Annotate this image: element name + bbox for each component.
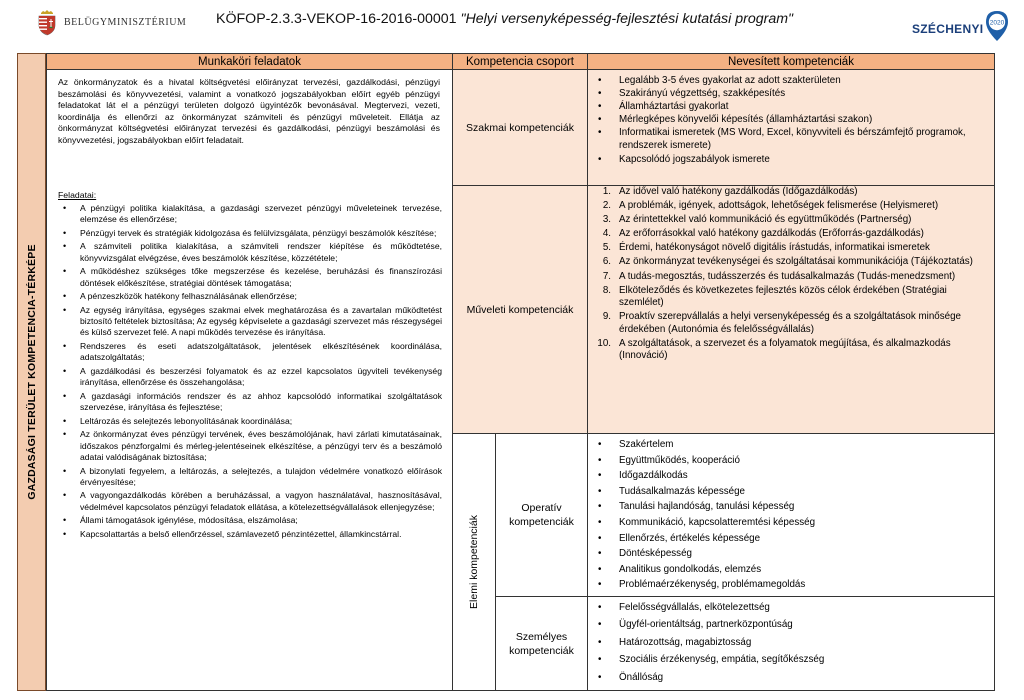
operativ-item: • Ellenőrzés, értékelés képessége (593, 531, 989, 547)
szechenyi-2020-logo (912, 10, 1009, 47)
task-item: • Rendszeres és eseti adatszolgáltatások, jelentések elkészítésének koordinálása, adatszolgáltatás; (58, 341, 442, 364)
program-name: "Helyi versenyképesség-fejlesztési kutatási program" (460, 11, 794, 27)
operativ-item: • Problémaérzékenység, problémamegoldás (593, 577, 989, 593)
operativ-item: • Tudásalkalmazás képessége (593, 484, 989, 500)
hungarian-coat-of-arms-icon (36, 8, 58, 36)
muveleti-item (593, 242, 991, 255)
column-header-named: Nevesített kompetenciák (587, 53, 995, 70)
muveleti-item-text: A problémák, igények, adottságok, lehetőségek felismerése (Helyismeret) (619, 200, 939, 212)
operativ-item: • Időgazdálkodás (593, 468, 989, 484)
muveleti-item (593, 256, 991, 269)
muveleti-item-text: Proaktív szerepvállalás a helyi versenyképesség és a szolgáltatások minősége érdekében (Autonómia és felelősségvállalás) (619, 311, 961, 335)
szakmai-item: • Legalább 3-5 éves gyakorlat az adott szakterületen (593, 74, 989, 87)
operativ-item: • Döntésképesség (593, 546, 989, 562)
task-item: • Állami támogatások igénylése, módosítása, elszámolása; (58, 515, 442, 526)
muveleti-item (593, 338, 991, 363)
muveleti-item-number: 9. (602, 311, 611, 323)
szemelyes-item: • Határozottság, magabiztosság (593, 634, 989, 651)
szakmai-list (593, 74, 989, 166)
column-header-tasks: Munkaköri feladatok (46, 53, 453, 70)
job-description: Az önkormányzatok és a hivatal költségvetési előirányzat tervezési, gazdálkodási, pénzügyi beszámolási és könyvvezetési, valamint a vonatkozó jogszabályokban előírt egyéb pénzügyi feladatokat lát el a pénzügyi területen dolgozó ügyintézők bevonásával. Megtervezi, vezeti, koordinálja és ellenőrzi az önkormányzat számviteli és pénzügyi műveleteit. Ellátja az önkormányzat költségvetési előirányzat tervezési és gazdálkodási, pénzügyi beszámolási és könyvvezetési, jogszabályokban előírt feladatait. (58, 77, 440, 145)
muveleti-item-text: Az erőforrásokkal való hatékony gazdálkodás (Erőforrás-gazdálkodás) (619, 228, 924, 240)
task-item: • A működéshez szükséges tőke megszerzése és kezelése, beruházási és finanszírozási döntések előkészítése, stratégiai döntések támogatása; (58, 266, 442, 289)
task-item: • A vagyongazdálkodás körében a beruházással, a vagyon használatával, hasznosításával, védelmével kapcsolatos pénzügyi feladatok ellátása, a kötelezettségvállalások ellenjegyzése; (58, 490, 442, 513)
side-title-bar (17, 53, 46, 691)
muveleti-item-number: 3. (602, 214, 611, 226)
muveleti-item-text: A tudás-megosztás, tudásszerzés és tudásalkalmazás (Tudás-menedzsment) (619, 270, 956, 282)
task-item: • A pénzeszközök hatékony felhasználásának ellenőrzése; (58, 291, 442, 302)
muveleti-item-number: 6. (602, 256, 611, 268)
operativ-item: • Analitikus gondolkodás, elemzés (593, 562, 989, 578)
muveleti-item-number: 10. (597, 337, 611, 349)
elemi-group-cell (452, 433, 496, 691)
operativ-list (593, 437, 989, 593)
elemi-group-label: Elemi kompetenciák (468, 515, 480, 609)
map-pin-icon (985, 10, 1009, 47)
muveleti-item-text: Elköteleződés és következetes fejlesztés közös célok érdekében (Stratégiai szemlélet) (619, 284, 947, 309)
tasks-heading: Feladatai: (58, 190, 97, 200)
muveleti-item-text: A szolgáltatások, a szervezet és a folyamatok megújítása, és alkalmazkodás (Innováció) (619, 337, 951, 362)
muveleti-group-label: Műveleti kompetenciák (466, 303, 574, 316)
muveleti-item (593, 285, 991, 310)
task-item: • Pénzügyi tervek és stratégiák kidolgozása és felülvizsgálata, pénzügyi beszámolók készítése; (58, 228, 442, 239)
muveleti-item (593, 200, 991, 213)
column-header-group: Kompetencia csoport (452, 53, 588, 70)
muveleti-item-number: 2. (602, 200, 611, 212)
operativ-item: • Kommunikáció, kapcsolatteremtési képesség (593, 515, 989, 531)
muveleti-item-text: Érdemi, hatékonyságot növelő digitális írástudás, informatikai ismeretek (619, 242, 930, 254)
program-title (216, 11, 793, 27)
task-item: • A pénzügyi politika kialakítása, a gazdasági szervezet pénzügyi műveleteinek tervezése, elemzése és ellenőrzése; (58, 203, 442, 226)
task-list (58, 203, 442, 542)
szemelyes-item: • Szociális érzékenység, empátia, segítőkészség (593, 651, 989, 668)
szakmai-item: • Informatikai ismeretek (MS Word, Excel, könyvviteli és bérszámfejtő programok, rendszerek ismerete) (593, 126, 989, 152)
szechenyi-logo-text: SZÉCHENYI (912, 21, 984, 36)
muveleti-item (593, 228, 991, 241)
szemelyes-item: • Önállóság (593, 669, 989, 686)
muveleti-list (593, 186, 991, 364)
szakmai-item: • Mérlegképes könyvelői képesítés (államháztartási szakon) (593, 113, 989, 126)
szakmai-group-label: Szakmai kompetenciák (466, 121, 574, 134)
muveleti-item-text: Az önkormányzat tevékenységei és szolgáltatásai kommunikációja (Tájékoztatás) (619, 256, 973, 268)
muveleti-item (593, 311, 991, 336)
task-item: • Az egység irányítása, egységes szakmai elvek meghatározása és a zavartalan működtetést biztosító feltételek biztosítása; Az egység képviselete a gazdasági szervezet más részegységei és külső szervezet felé. A napi működés tervezése és irányítása. (58, 305, 442, 339)
muveleti-item-text: Az idővel való hatékony gazdálkodás (Időgazdálkodás) (619, 186, 858, 197)
task-item: • Kapcsolattartás a belső ellenőrzéssel, számlavezető pénzintézettel, államkincstárral. (58, 529, 442, 540)
szakmai-item: • Államháztartási gyakorlat (593, 100, 989, 113)
muveleti-item-number: 8. (602, 284, 611, 296)
operativ-item: • Együttműködés, kooperáció (593, 453, 989, 469)
operativ-group-label: Operatív kompetenciák (509, 502, 574, 528)
szemelyes-group-label: Személyes kompetenciák (509, 630, 574, 657)
program-code: KÖFOP-2.3.3-VEKOP-16-2016-00001 (216, 11, 457, 27)
szemelyes-item: • Felelősségvállalás, elkötelezettség (593, 599, 989, 616)
muveleti-item (593, 214, 991, 227)
muveleti-item-number: 4. (602, 228, 611, 240)
muveleti-item (593, 271, 991, 284)
muveleti-item (593, 186, 991, 199)
task-item: • A gazdasági információs rendszer és az ahhoz kapcsolódó informatikai szolgáltatások szervezése, irányítása és fejlesztése; (58, 391, 442, 414)
logo-year: 2020 (990, 19, 1005, 27)
ministry-logo (36, 8, 186, 36)
task-item: • A bizonylati fegyelem, a leltározás, a selejtezés, a tulajdon védelmére vonatkozó előírások érvényesítése; (58, 466, 442, 489)
szemelyes-list (593, 599, 989, 686)
task-item: • A számviteli politika kialakítása, a számviteli rendszer kiépítése és működtetése, könyvvizsgálat elvégzése, éves beszámolók készítése, közzététele; (58, 241, 442, 264)
szakmai-item: • Szakirányú végzettség, szakképesítés (593, 87, 989, 100)
task-item: • Az önkormányzat éves pénzügyi tervének, éves beszámolójának, havi zárlati kimutatásainak, időszakos pénzforgalmi és mérleg-jelentéseinek elkészítése, a pénzügyi terv és a beszámoló adatai valódiságának biztosítása; (58, 429, 442, 463)
muveleti-item-number: 7. (602, 270, 611, 282)
task-item: • A gazdálkodási és beszerzési folyamatok és az ezzel kapcsolatos ügyviteli tevékenység irányítása, ellenőrzése és összehangolása; (58, 366, 442, 389)
operativ-item: • Tanulási hajlandóság, tanulási képesség (593, 499, 989, 515)
operativ-item: • Szakértelem (593, 437, 989, 453)
muveleti-item-number: 1. (602, 186, 611, 197)
ministry-name: BELÜGYMINISZTÉRIUM (64, 16, 187, 28)
muveleti-item-text: Az érintettekkel való kommunikáció és együttműködés (Partnerség) (619, 214, 912, 226)
task-item: • Leltározás és selejtezés lebonyolításának koordinálása; (58, 416, 442, 427)
szemelyes-item: • Ügyfél-orientáltság, partnerközpontúság (593, 616, 989, 633)
document-header (0, 0, 1024, 48)
muveleti-item-number: 5. (602, 242, 611, 254)
szakmai-item: • Kapcsolódó jogszabályok ismerete (593, 153, 989, 166)
side-title: GAZDASÁGI TERÜLET KOMPETENCIA-TÉRKÉPE (25, 244, 38, 500)
